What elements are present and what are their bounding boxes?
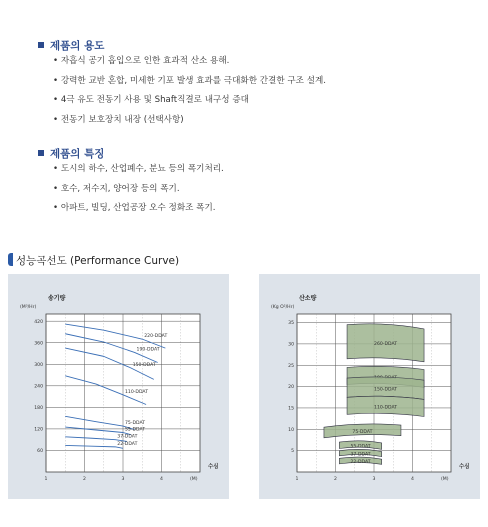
x-tick-label: 1: [295, 477, 299, 482]
list-item: • 강력한 교반 혼합, 미세한 기포 발생 효과를 극대화한 간결한 구조 설계.: [53, 72, 326, 92]
y-tick-label: 60: [37, 449, 43, 455]
oxygen-chart-panel: [259, 274, 480, 499]
y-tick-label: 35: [288, 321, 294, 327]
series-label: 22-DDAT: [350, 460, 371, 466]
square-bullet-icon: [38, 42, 44, 48]
usage-list: [53, 52, 326, 130]
x-axis-unit: (M): [190, 477, 198, 482]
series-label: 75-DDAT: [125, 421, 146, 427]
y-tick-label: 420: [34, 319, 43, 325]
x-tick-label: 4: [160, 477, 163, 482]
chart-title: 산소량: [299, 295, 317, 302]
x-tick-label: 3: [372, 477, 376, 482]
y-tick-label: 10: [288, 427, 294, 433]
usage-heading: [38, 38, 104, 53]
square-bullet-icon: [38, 150, 44, 156]
y-axis-unit: (M³/Hr): [20, 305, 37, 310]
list-item: • 아파트, 빌딩, 산업공장 오수 정화조 폭기.: [53, 199, 224, 219]
series-label: 260-DDAT: [374, 342, 398, 348]
x-axis-label: 수심: [208, 464, 219, 470]
y-tick-label: 180: [34, 405, 43, 411]
oxygen-chart: [259, 274, 480, 499]
features-heading-text: 제품의 특징: [50, 148, 105, 160]
series-label: 37-DDAT: [350, 452, 371, 458]
y-tick-label: 30: [288, 342, 294, 348]
x-axis-unit: (M): [441, 477, 449, 482]
y-axis-unit: (Kg O²/Hr): [271, 305, 295, 310]
list-item: • 호수, 저수지, 양어장 등의 폭기.: [53, 180, 224, 200]
series-label: 22-DDAT: [117, 441, 138, 447]
series-label: 150-DDAT: [374, 387, 398, 393]
y-tick-label: 25: [288, 363, 294, 369]
list-item: • 자흡식 공기 흡입으로 인한 효과적 산소 용해.: [53, 52, 326, 72]
series-label: 150-DDAT: [132, 362, 156, 368]
series-label: 110-DDAT: [374, 405, 398, 411]
list-item: • 도시의 하수, 산업폐수, 분뇨 등의 폭기처리.: [53, 160, 224, 180]
y-tick-label: 15: [288, 406, 294, 412]
series-label: 75-DDAT: [352, 430, 373, 436]
y-tick-label: 20: [288, 385, 294, 391]
x-tick-label: 1: [44, 477, 48, 482]
y-tick-label: 360: [34, 341, 43, 347]
usage-heading-text: 제품의 용도: [50, 40, 105, 52]
y-tick-label: 240: [34, 384, 43, 390]
series-label: 110-DDAT: [125, 389, 149, 395]
series-label: 190-DDAT: [136, 347, 160, 353]
title-marker-icon: [8, 253, 13, 266]
features-list: [53, 160, 224, 219]
x-tick-label: 2: [83, 477, 86, 482]
performance-title-text: 성능곡선도 (Performance Curve): [16, 255, 180, 267]
airflow-chart: [8, 274, 229, 499]
y-tick-label: 300: [34, 362, 43, 368]
series-label: 220-DDAT: [144, 334, 168, 340]
list-item: • 4극 유도 전동기 사용 및 Shaft직결로 내구성 증대: [53, 91, 326, 111]
performance-title: [8, 253, 179, 268]
series-label: 55-DDAT: [125, 427, 146, 433]
x-tick-label: 2: [334, 477, 337, 482]
series-label: 37-DDAT: [117, 434, 138, 440]
features-heading: [38, 146, 104, 161]
chart-title: 송기량: [48, 295, 66, 302]
airflow-chart-panel: [8, 274, 229, 499]
x-tick-label: 4: [411, 477, 414, 482]
x-axis-label: 수심: [459, 464, 470, 470]
y-tick-label: 120: [34, 427, 43, 433]
x-tick-label: 3: [121, 477, 125, 482]
list-item: • 전동기 보호장치 내장 (선택사항): [53, 111, 326, 131]
series-label: 55-DDAT: [350, 444, 371, 450]
y-tick-label: 5: [291, 449, 294, 455]
